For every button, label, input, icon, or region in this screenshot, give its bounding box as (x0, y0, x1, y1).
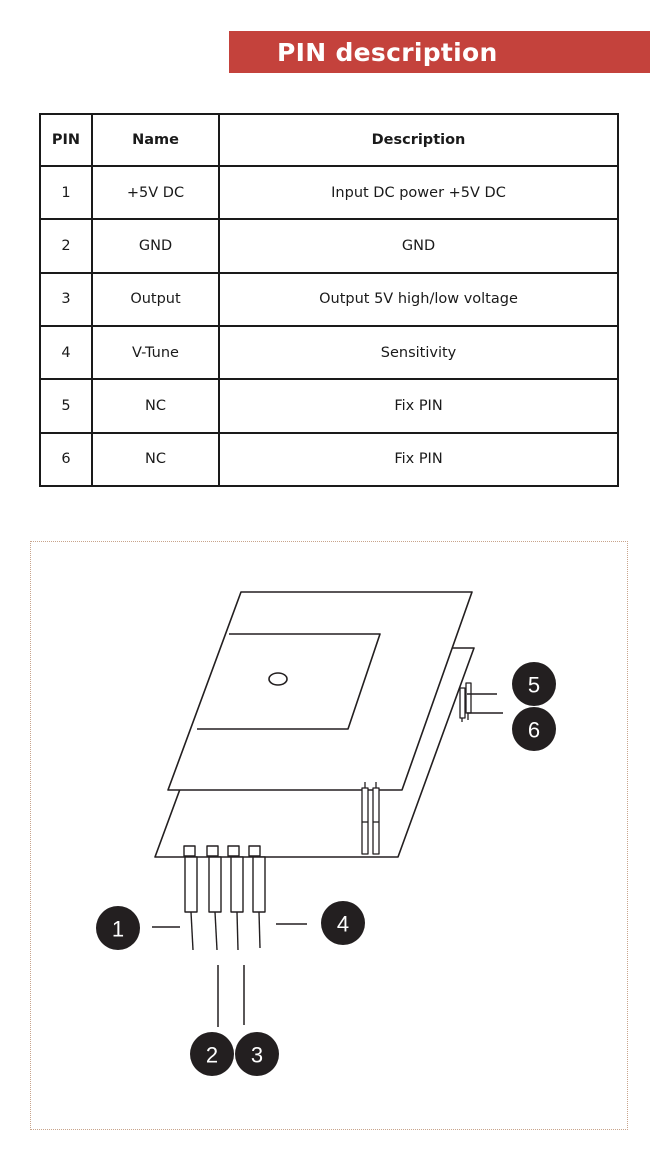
section-title: PIN description (277, 37, 498, 67)
pin-cell: 5 (40, 379, 92, 432)
pin-cell: 6 (40, 433, 92, 486)
pin-cell: 4 (40, 326, 92, 379)
description-cell: Fix PIN (219, 379, 618, 432)
name-cell: +5V DC (92, 166, 219, 219)
callout-5-label: 5 (527, 672, 541, 698)
pin-cell: 2 (40, 219, 92, 272)
side-header-pins (460, 683, 471, 722)
callout-6-label: 6 (527, 717, 541, 743)
column-header-description: Description (219, 114, 618, 166)
name-cell: GND (92, 219, 219, 272)
name-cell: NC (92, 433, 219, 486)
name-cell: V-Tune (92, 326, 219, 379)
pin-cell: 1 (40, 166, 92, 219)
callout-1-label: 1 (111, 916, 125, 942)
callout-3-label: 3 (250, 1042, 264, 1068)
description-cell: Output 5V high/low voltage (219, 273, 618, 326)
description-cell: Fix PIN (219, 433, 618, 486)
name-cell: Output (92, 273, 219, 326)
column-header-name: Name (92, 114, 219, 166)
name-cell: NC (92, 379, 219, 432)
pin-cell: 3 (40, 273, 92, 326)
mounting-hole (269, 673, 287, 685)
callout-2-label: 2 (205, 1042, 219, 1068)
description-cell: GND (219, 219, 618, 272)
callout-4-label: 4 (336, 911, 350, 937)
description-cell: Input DC power +5V DC (219, 166, 618, 219)
column-header-pin: PIN (40, 114, 92, 166)
description-cell: Sensitivity (219, 326, 618, 379)
front-header-pins (184, 846, 265, 950)
